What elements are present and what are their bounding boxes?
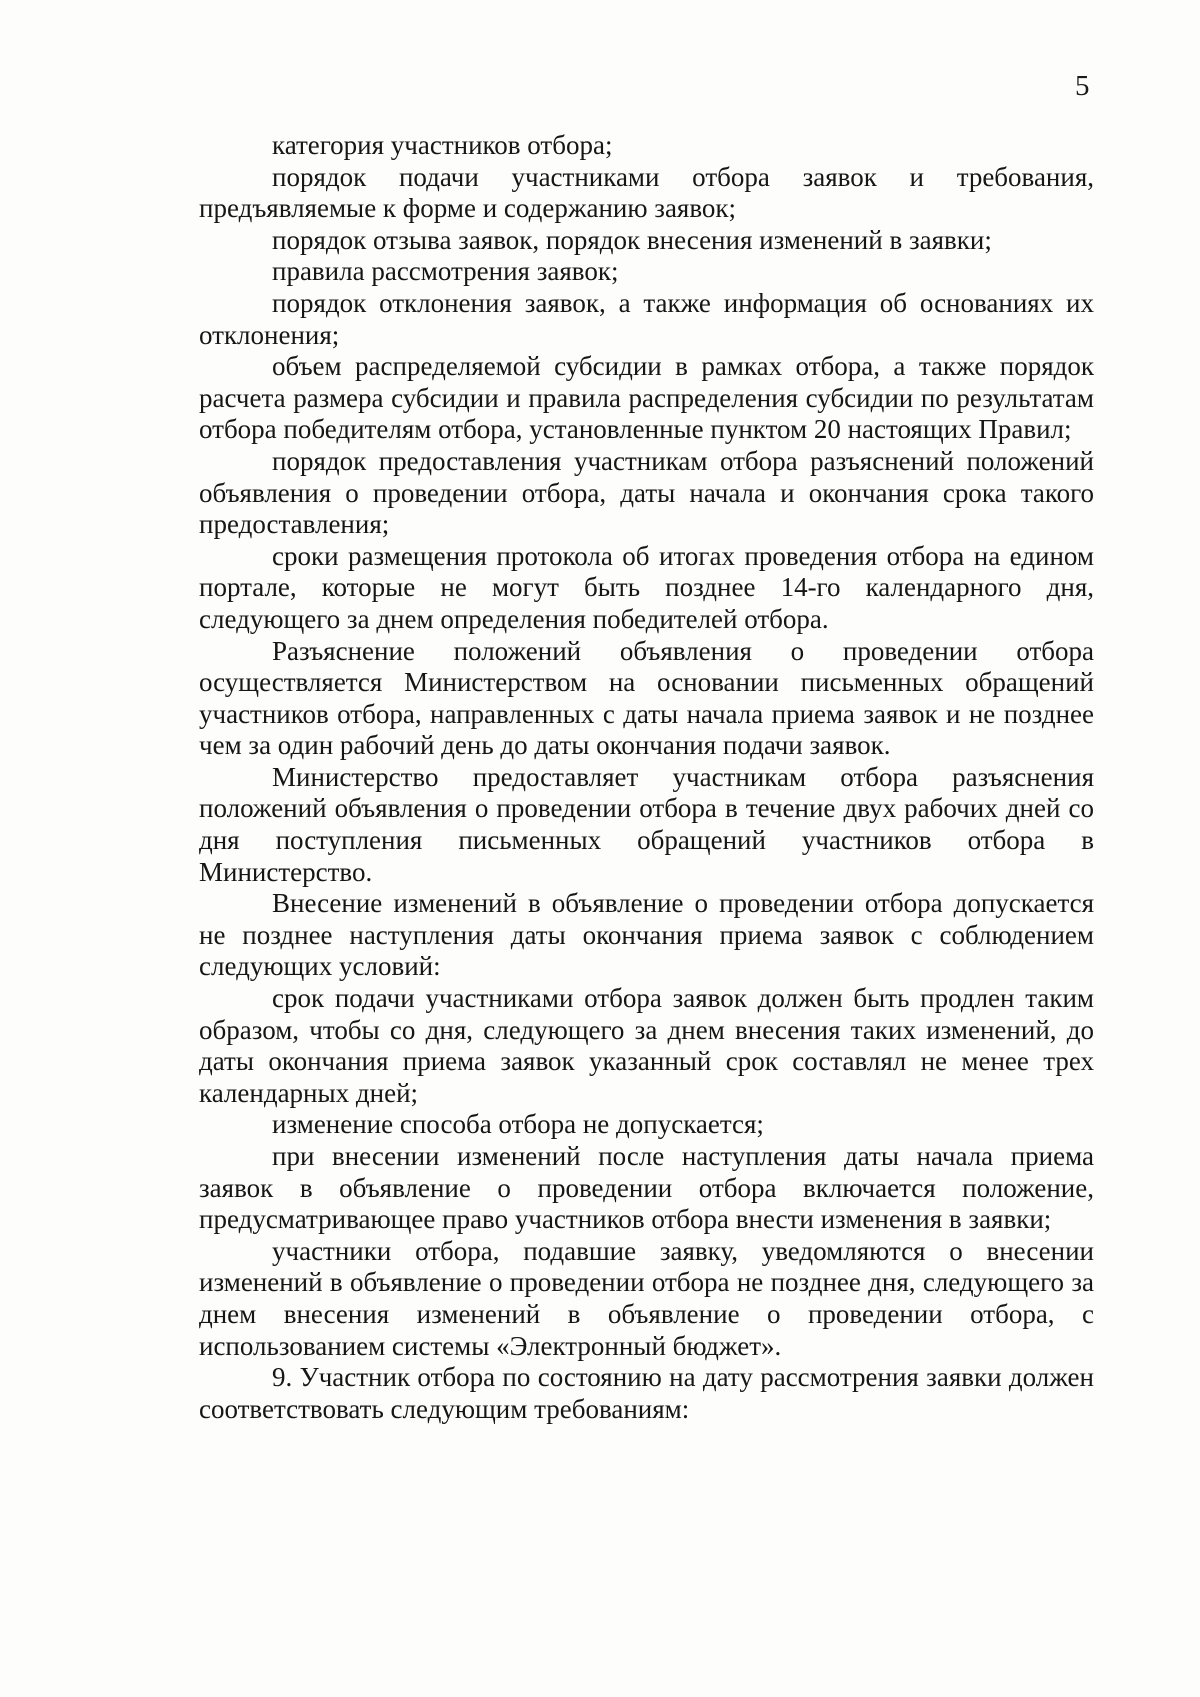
paragraph-protocol-deadline: сроки размещения протокола об итогах проведения отбора на едином портале, которые не могут быть позднее 14-го календарного дня, следующего за днем определения победителей отбора.: [199, 540, 1094, 634]
paragraph-deadline-extension: срок подачи участниками отбора заявок должен быть продлен таким образом, чтобы со дня, следующего за днем внесения таких изменений, до даты окончания приема заявок указанный срок составлял не менее трех календарных дней;: [199, 983, 1094, 1108]
paragraph-subsidy-volume: объем распределяемой субсидии в рамках отбора, а также порядок расчета размера субсидии и правила распределения субсидии по результатам отбора победителям отбора, установленные пунктом 20 настоящих Правил;: [199, 351, 1094, 445]
paragraph-participant-notification: участники отбора, подавшие заявку, уведомляются о внесении изменений в объявление о проведении отбора не позднее дня, следующего за днем внесения изменений в объявление о проведении отбора, с использованием системы «Электронный бюджет».: [199, 1235, 1094, 1361]
paragraph-review-rules: правила рассмотрения заявок;: [272, 256, 619, 287]
paragraph-application-submission: порядок подачи участниками отбора заявок и требования, предъявляемые к форме и содержанию заявок;: [199, 161, 1094, 224]
paragraph-clarification-basis: Разъяснение положений объявления о проведении отбора осуществляется Министерством на основании письменных обращений участников отбора, направленных с даты начала приема заявок и не позднее чем за один рабочий день до даты окончания подачи заявок.: [199, 635, 1094, 761]
paragraph-ministry-clarifications: Министерство предоставляет участникам отбора разъяснения положений объявления о проведении отбора в течение двух рабочих дней со дня поступления письменных обращений участников отбора в Министерство.: [199, 761, 1094, 887]
paragraph-clarification-procedure: порядок предоставления участникам отбора разъяснений положений объявления о проведении отбора, даты начала и окончания срока такого предоставления;: [199, 445, 1094, 540]
paragraph-method-change: изменение способа отбора не допускается;: [272, 1109, 764, 1140]
paragraph-rejection-procedure: порядок отклонения заявок, а также информация об основаниях их отклонения;: [199, 287, 1094, 350]
paragraph-announcement-changes: Внесение изменений в объявление о проведении отбора допускается не позднее наступления даты окончания приема заявок с соблюдением следующих условий:: [199, 888, 1094, 982]
paragraph-participant-category: категория участников отбора;: [272, 130, 613, 160]
page-number: 5: [1075, 70, 1090, 102]
document-body: [199, 130, 1094, 1425]
paragraph-application-withdrawal: порядок отзыва заявок, порядок внесения изменений в заявки;: [272, 224, 992, 255]
paragraph-application-amendment: при внесении изменений после наступления даты начала приема заявок в объявление о проведении отбора включается положение, предусматривающее право участников отбора внести изменения в заявки;: [199, 1141, 1094, 1235]
paragraph-section-9: 9. Участник отбора по состоянию на дату рассмотрения заявки должен соответствовать следующим требованиям:: [199, 1362, 1094, 1424]
